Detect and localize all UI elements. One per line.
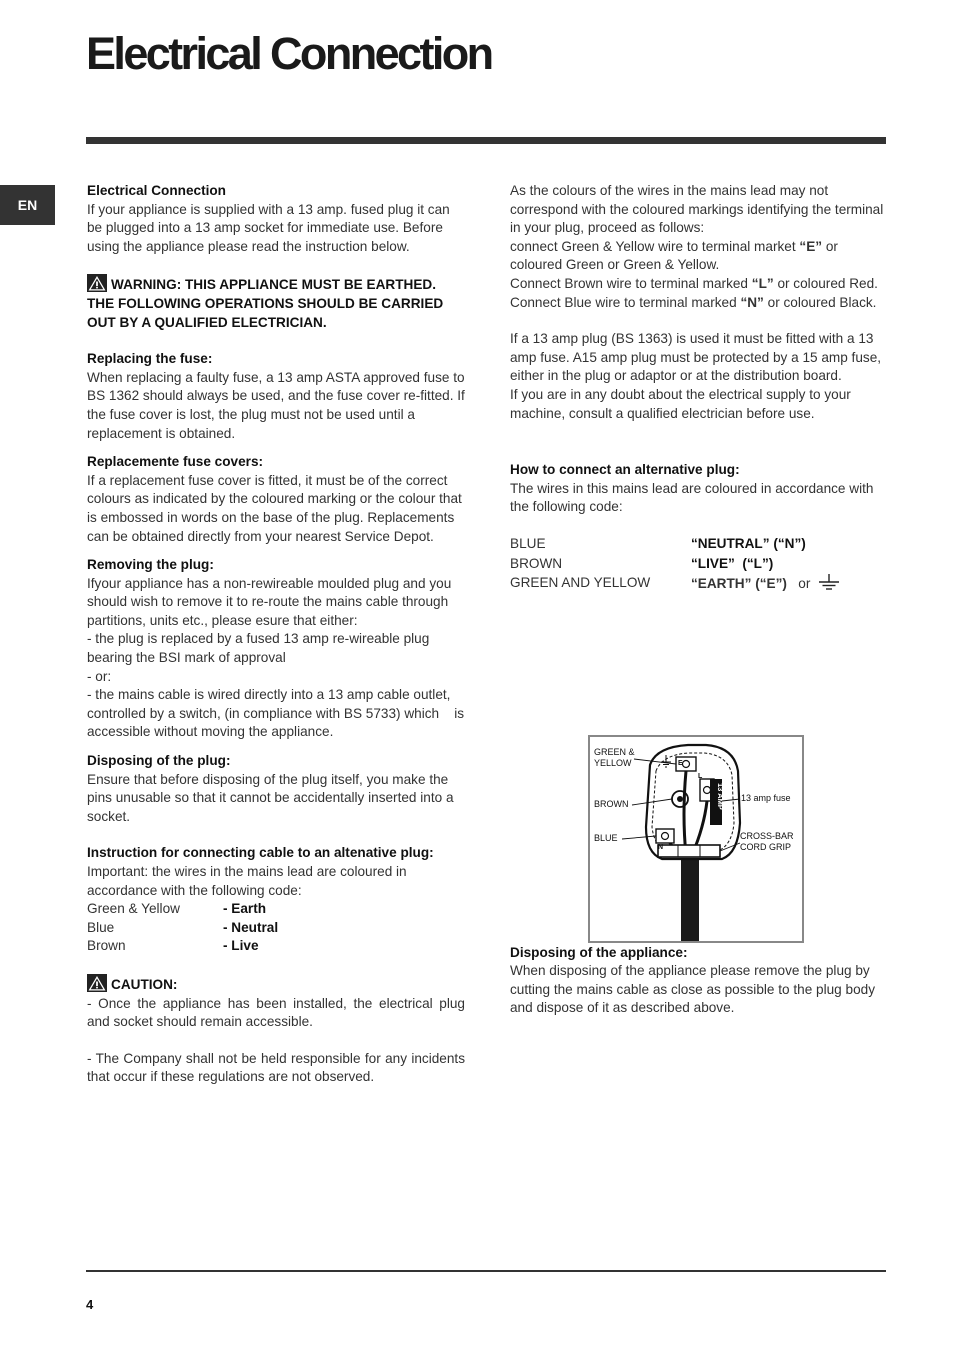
section-body: The wires in this mains lead are coloured in accordance with the following code: [510,480,874,515]
terminal-n-label: N [658,844,664,851]
caution-item: - Once the appliance has been installed, the electrical plug and socket should remain accessible. [87,995,465,1030]
terminal-l-label: L [698,773,703,780]
wire-instruction-blue: Connect Blue wire to terminal marked “N” or coloured Black. [510,294,877,310]
section-heading-alternative-plug: Instruction for connecting cable to an altenative plug: [87,845,434,861]
wire-name: BLUE [510,535,546,551]
wire-code-row: Brown - Live [87,938,259,954]
section-body: Ifyour appliance has a non-rewireable moulded plug and you should wish to remove it to re-route the mains cable through partitions, units etc., please esure that either: [87,575,452,628]
wire-name: BROWN [510,555,563,571]
section-body: - the plug is replaced by a fused 13 amp re-wireable plug bearing the BSI mark of approval [87,631,452,666]
label-fuse: 13 amp fuse [741,793,791,803]
section-body: - or: [87,668,112,684]
warning-icon [87,974,107,992]
earth-symbol-icon [816,574,842,598]
wire-code-row: Blue - Neutral [87,919,279,935]
wire-role-earth: “EARTH” (“E”) or [691,574,886,598]
warning-note [87,274,465,332]
section-body: Ensure that before disposing of the plug itself, you make the pins unusable so that it cannot be accidentally inserted into a socket. [87,771,454,824]
page-number: 4 [86,1297,94,1312]
page-title: Electrical Connection [86,28,492,79]
wire-instruction-green: connect Green & Yellow wire to terminal market “E” or coloured Green or Green & Yellow. [510,238,838,273]
section-body: If a replacement fuse cover is fitted, it must be of the correct colours as indicated by the coloured marking or the colour that is embossed in words on the base of the plug. Replacements can be obtained directly from your nearest Service Depot. [87,472,462,544]
section-body: If your appliance is supplied with a 13 amp. fused plug it can be plugged into a 13 amp socket for immediate use. Before using the appliance please read the instruction below. [87,201,450,254]
wire-code-row: Green & Yellow - Earth [87,901,267,917]
header-rule [86,137,886,144]
section-body: Important: the wires in the mains lead are coloured in accordance with the following code: [87,864,407,898]
section-body: If a 13 amp plug (BS 1363) is used it must be fitted with a 13 amp fuse. A15 amp plug must be protected by a 15 amp fuse, either in the plug or adaptor or at the distribution board. [510,331,882,384]
wire-instruction-brown: Connect Brown wire to terminal marked “L” or coloured Red. [510,275,878,291]
section-body: When disposing of the appliance please remove the plug by cutting the mains cable as close as possible to the plug body and dispose of it as described above. [510,963,875,1016]
section-body: If you are in any doubt about the electrical supply to your machine, consult a qualified electrician before use. [510,386,851,421]
caution-item: - The Company shall not be held responsible for any incidents that occur if these regulations are not observed. [87,1050,465,1085]
label-green-yellow-1: GREEN & [594,747,635,757]
section-body: When replacing a faulty fuse, a 13 amp ASTA approved fuse to BS 1362 should always be used, and the fuse cover re-fitted. If the fuse cover is lost, the plug must not be used until a replacement is obtained. [87,369,465,441]
section-heading-connect-alternative: How to connect an alternative plug: [510,462,740,478]
wire-role: “LIVE” (“L”) [691,555,774,571]
caution-heading: CAUTION: [87,974,465,995]
section-heading-electrical-connection: Electrical Connection [87,183,226,198]
label-cord-grip-2: CORD GRIP [740,842,792,852]
warning-icon [87,274,107,292]
wire-role: “NEUTRAL” (“N”) [691,535,806,551]
section-body: - the mains cable is wired directly into a 13 amp cable outlet, controlled by a switch, (in compliance with BS 5733) which is accessible without moving the appliance. [87,687,468,740]
section-heading-fuse-covers: Replacemente fuse covers: [87,454,264,470]
left-column [87,182,468,1087]
section-body: As the colours of the wires in the mains lead may not correspond with the coloured markings identifying the terminal in your plug, proceed as follows: [510,183,884,236]
label-blue: BLUE [594,833,618,843]
wire-code-list [87,900,465,956]
section-heading-replacing-fuse: Replacing the fuse: [87,351,213,367]
language-tab: EN [0,185,55,225]
plug-wiring-diagram [588,735,804,943]
label-green-yellow-2: YELLOW [594,758,632,768]
footer-rule [86,1270,886,1272]
wire-name: GREEN AND YELLOW [510,575,651,591]
warning-text: WARNING: THIS APPLIANCE MUST BE EARTHED. THE FOLLOWING OPERATIONS SHOULD BE CARRIED OUT BY A QUALIFIED ELECTRICIAN. [87,277,444,330]
wire-code-table [510,535,886,598]
terminal-e-label: E [678,760,683,767]
section-heading-disposing-plug: Disposing of the plug: [87,753,231,769]
label-cord-grip-1: CROSS-BAR [740,831,794,841]
fuse-rating-label: 13 AMP [716,783,725,810]
section-heading-disposing-appliance: Disposing of the appliance: [510,944,688,960]
label-brown: BROWN [594,799,629,809]
section-heading-removing-plug: Removing the plug: [87,557,214,573]
